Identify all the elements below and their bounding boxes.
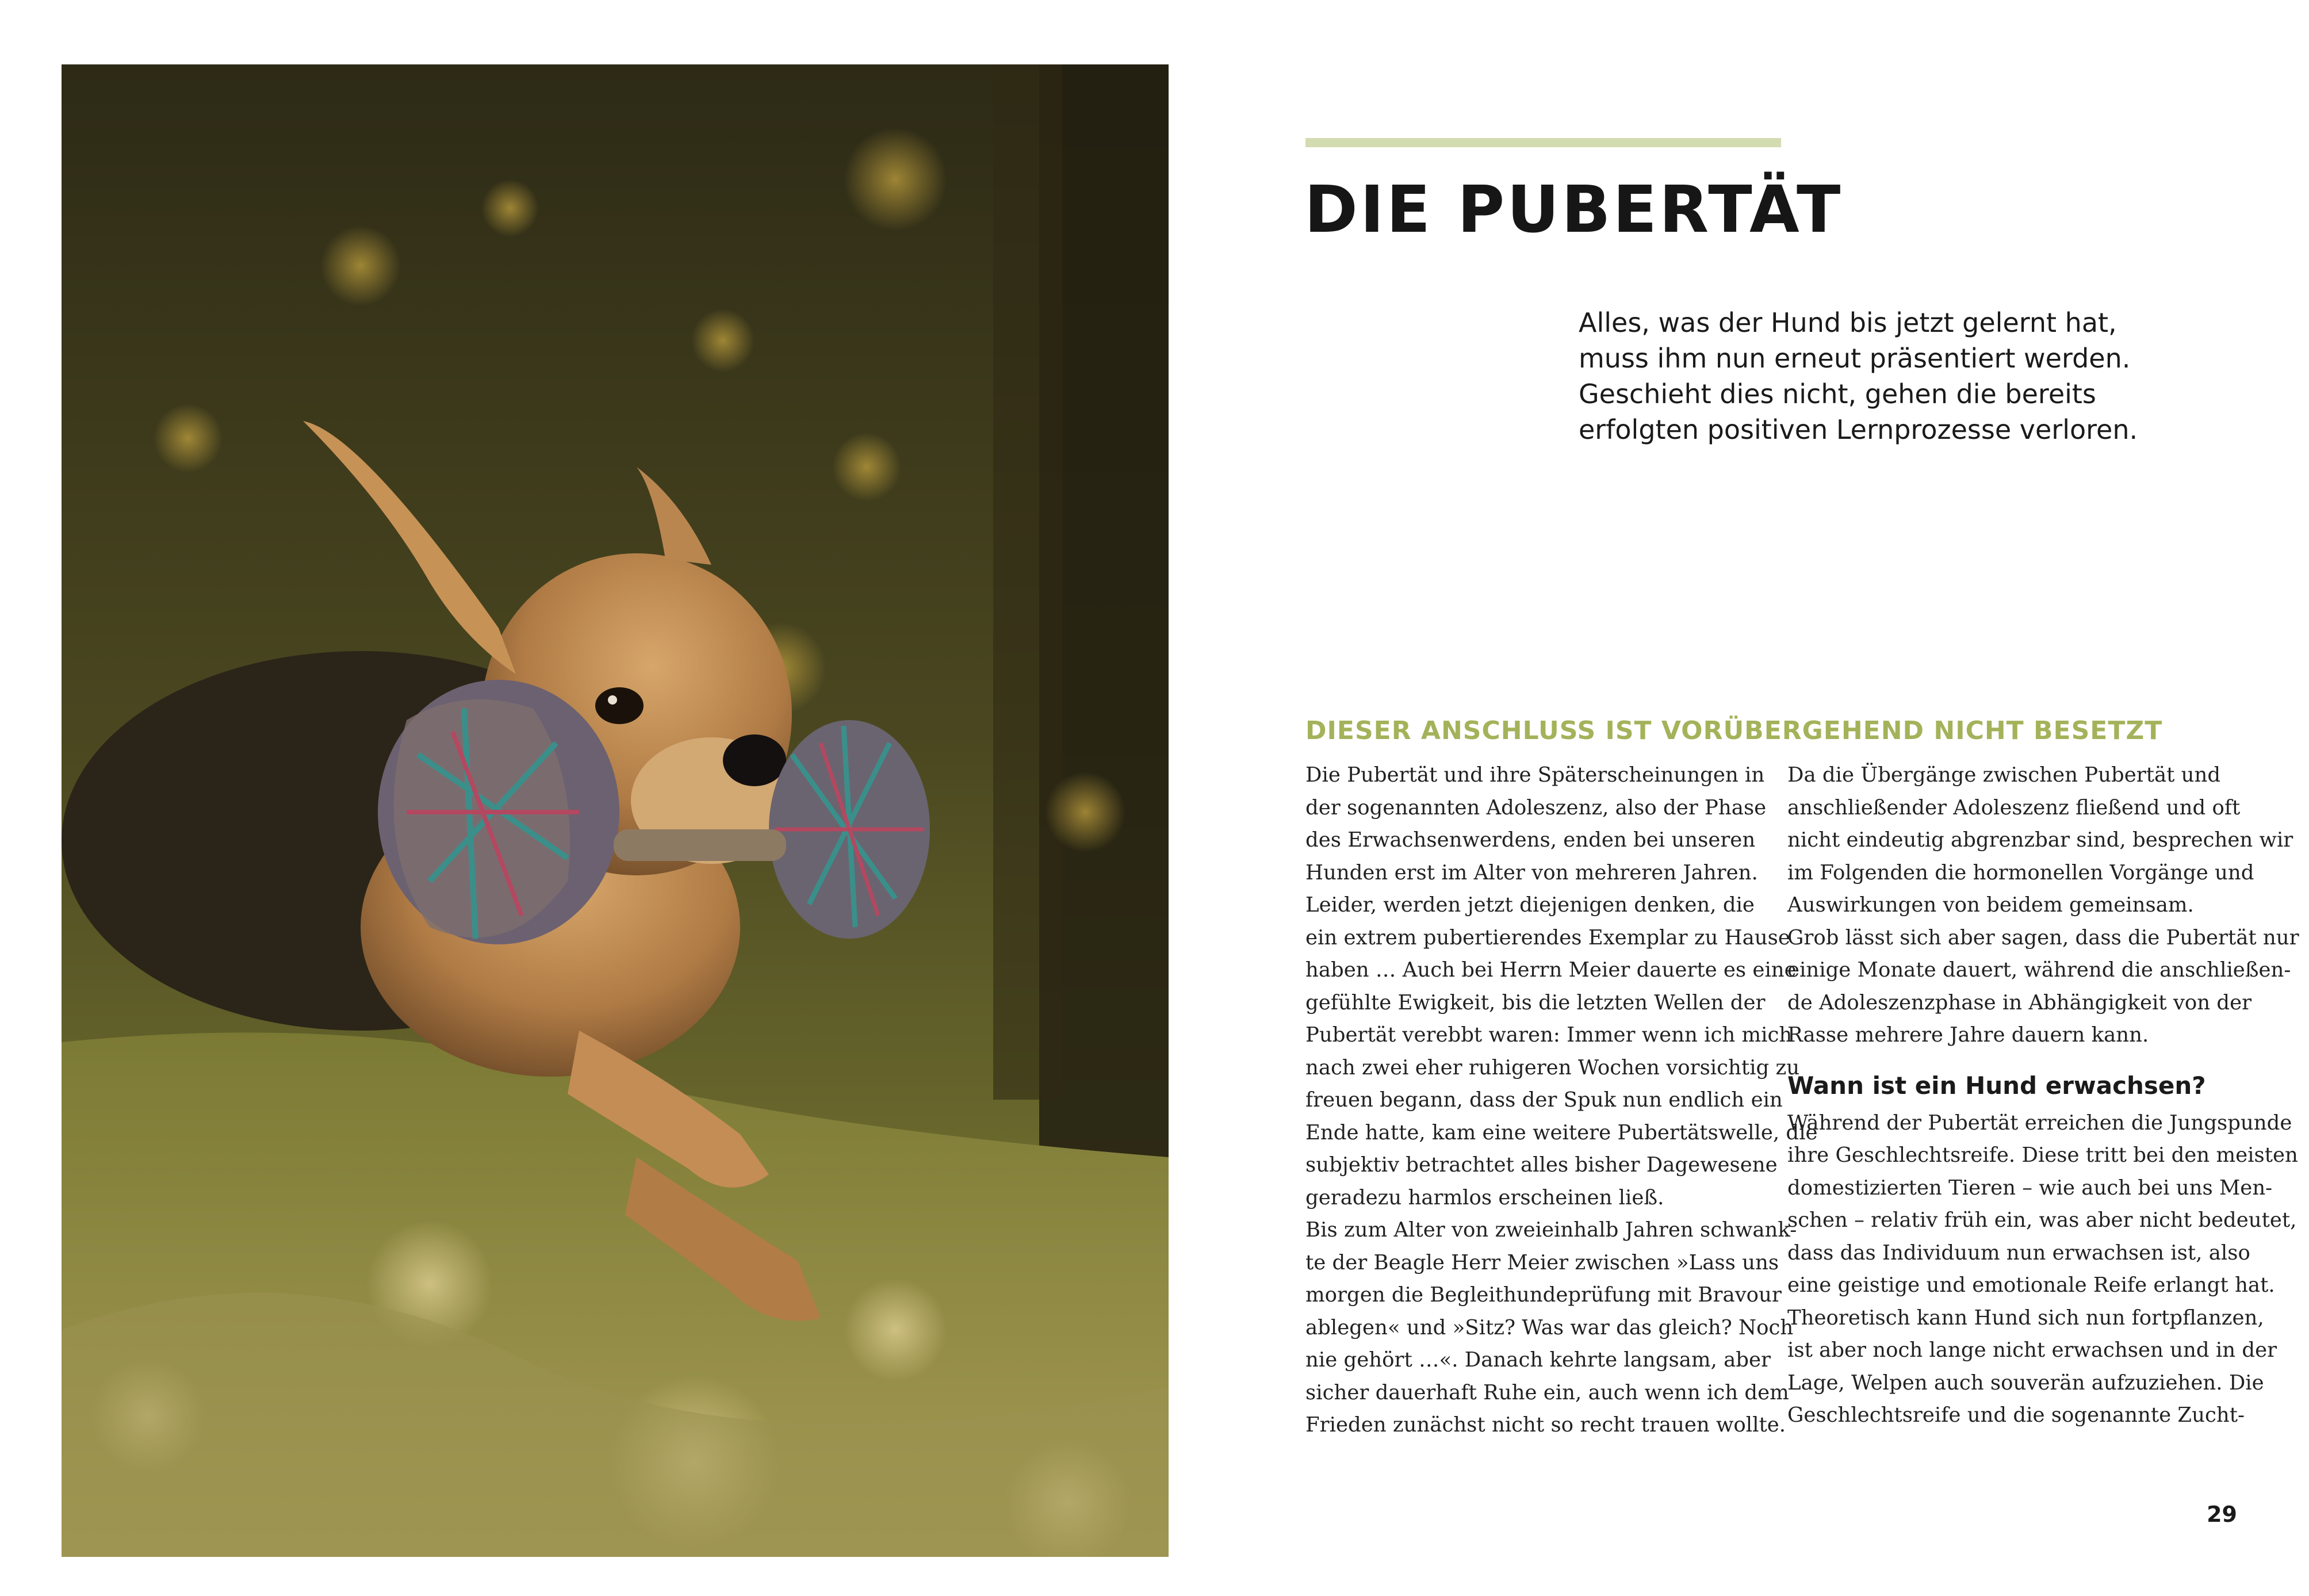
text-line: Leider, werden jetzt diejenigen denken, die [1305,893,1755,917]
text-line: Da die Übergänge zwischen Pubertät und [1787,763,2221,787]
text-line: nie gehört …«. Danach kehrte langsam, aber [1305,1348,1771,1372]
text-line: nach zwei eher ruhigeren Wochen vorsichtig zu [1305,1055,1800,1080]
text-line: morgen die Begleithundeprüfung mit Bravour [1305,1283,1782,1307]
right-paragraph-1 [1787,759,2293,922]
dog-photo-illustration [62,64,1169,1557]
chapter-intro [1579,305,2257,447]
text-line: Lage, Welpen auch souverän aufzuziehen. Die [1787,1371,2264,1395]
text-line: einige Monate dauert, während die anschließen- [1787,958,2291,982]
text-line: dass das Individuum nun erwachsen ist, also [1787,1241,2250,1265]
intro-line: Geschieht dies nicht, gehen die bereits [1579,378,2096,409]
left-paragraph-1 [1305,759,1818,1214]
intro-line: Alles, was der Hund bis jetzt gelernt hat, [1579,307,2117,338]
text-line: subjektiv betrachtet alles bisher Dagewesene [1305,1153,1778,1177]
left-paragraph-2 [1305,1214,1797,1442]
text-line: eine geistige und emotionale Reife erlangt hat. [1787,1273,2275,1297]
text-line: Grob lässt sich aber sagen, dass die Pubertät nur [1787,925,2299,950]
subheading: Wann ist ein Hund erwachsen? [1787,1071,2206,1100]
text-line: Hunden erst im Alter von mehreren Jahren. [1305,860,1758,885]
text-line: Pubertät verebbt waren: Immer wenn ich mich [1305,1023,1793,1047]
right-paragraph-2 [1787,922,2299,1052]
page-number: 29 [2207,1502,2237,1527]
text-line: Die Pubertät und ihre Späterscheinungen in [1305,763,1765,787]
text-line: Bis zum Alter von zweieinhalb Jahren schwank- [1305,1218,1797,1242]
text-line: Auswirkungen von beidem gemeinsam. [1787,893,2194,917]
text-line: Frieden zunächst nicht so recht trauen wollte. [1305,1413,1786,1437]
section-heading: DIESER ANSCHLUSS IST VORÜBERGEHEND NICHT BESETZT [1305,716,2163,745]
right-paragraph-3 [1787,1107,2298,1432]
text-line: sicher dauerhaft Ruhe ein, auch wenn ich dem [1305,1380,1789,1404]
text-line: Ende hatte, kam eine weitere Pubertätswelle, die [1305,1120,1818,1145]
text-line: geradezu harmlos erscheinen ließ. [1305,1185,1664,1210]
paragraph-gap [1787,1052,2242,1068]
text-line: haben … Auch bei Herrn Meier dauerte es eine [1305,958,1797,982]
text-line: te der Beagle Herr Meier zwischen »Lass uns [1305,1250,1779,1274]
text-line: ablegen« und »Sitz? Was war das gleich? Noch [1305,1315,1794,1339]
text-line: gefühlte Ewigkeit, bis die letzten Wellen der [1305,990,1766,1015]
intro-line: erfolgten positiven Lernprozesse verloren. [1579,414,2138,445]
text-line: der sogenannten Adoleszenz, also der Phase [1305,795,1767,820]
dog-photo [62,64,1169,1557]
text-line: anschließender Adoleszenz fließend und oft [1787,795,2241,820]
chapter-title: DIE PUBERTÄT [1304,173,1843,247]
text-line: freuen begann, dass der Spuk nun endlich ein [1305,1088,1783,1112]
text-line: Theoretisch kann Hund sich nun fortpflanzen, [1787,1306,2264,1330]
text-line: Rasse mehrere Jahre dauern kann. [1787,1023,2149,1047]
text-line: nicht eindeutig abgrenzbar sind, besprechen wir [1787,828,2293,852]
text-line: des Erwachsenwerdens, enden bei unseren [1305,828,1756,852]
text-line: ist aber noch lange nicht erwachsen und in der [1787,1338,2277,1362]
text-line: ihre Geschlechtsreife. Diese tritt bei den meisten [1787,1143,2298,1167]
accent-rule [1305,138,1781,147]
text-column-left [1305,759,1818,1442]
text-line: ein extrem pubertierendes Exemplar zu Hause [1305,925,1790,950]
text-line: schen – relativ früh ein, was aber nicht bedeutet, [1787,1208,2297,1232]
text-line: Geschlechtsreife und die sogenannte Zucht- [1787,1403,2245,1427]
text-line: de Adoleszenzphase in Abhängigkeit von der [1787,990,2252,1015]
text-line: domestizierten Tieren – wie auch bei uns Men- [1787,1176,2273,1200]
intro-line: muss ihm nun erneut präsentiert werden. [1579,343,2131,374]
text-line: im Folgenden die hormonellen Vorgänge und [1787,860,2254,885]
text-line: Während der Pubertät erreichen die Jungspunde [1787,1111,2292,1135]
text-column-right [1787,759,2299,1432]
